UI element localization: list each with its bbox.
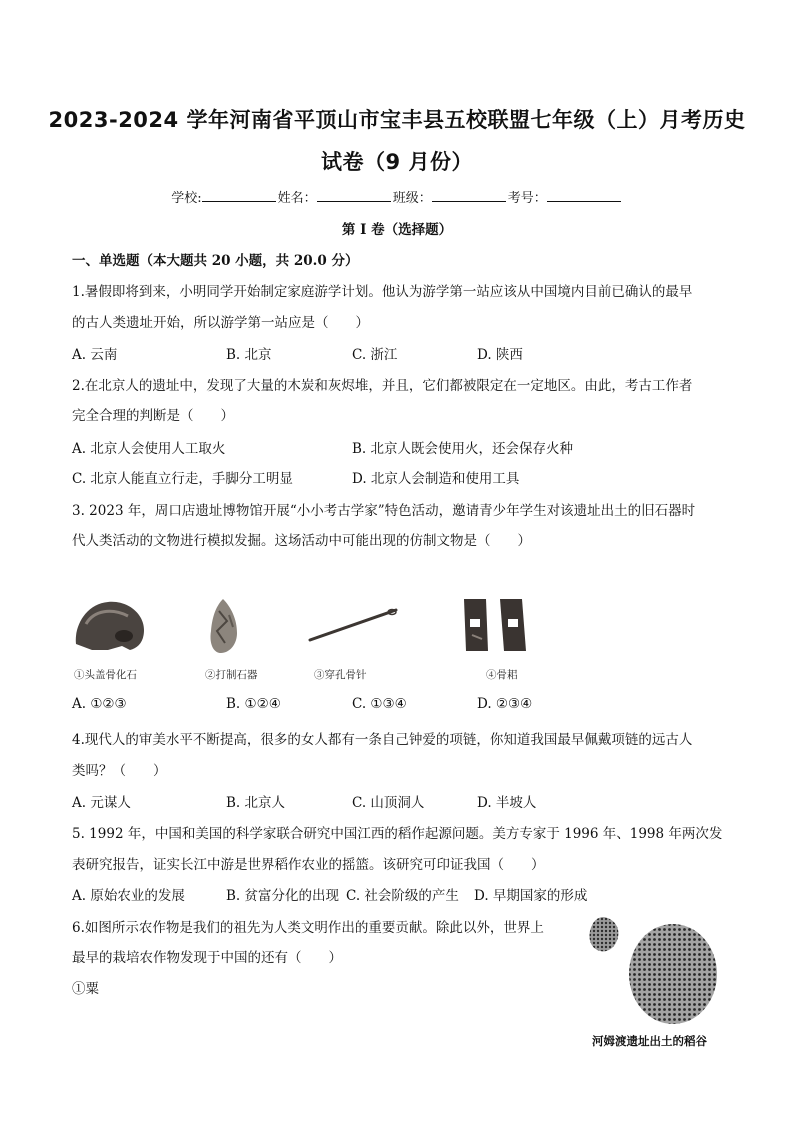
q3-line1: 3. 2023 年，周口店遗址博物馆开展“小小考古学家”特色活动，邀请青少年学生对该遗址出土的旧石器时 xyxy=(72,503,696,519)
exam-title-line2: 试卷（9 月份） xyxy=(321,150,473,174)
student-info-row xyxy=(0,187,794,206)
bone-needle-image xyxy=(306,604,402,644)
q1-line2: 的古人类遗址开始，所以游学第一站应是（ ） xyxy=(72,315,369,331)
q2-option-a: A. 北京人会使用人工取火 xyxy=(72,441,226,457)
q4-option-a: A. 元谋人 xyxy=(72,795,131,811)
section-title: 第 I 卷（选择题） xyxy=(341,222,453,238)
class-label: 班级： xyxy=(392,191,432,206)
q5-option-d: D. 早期国家的形成 xyxy=(474,888,588,904)
q3-caption-2: ②打制石器 xyxy=(205,669,258,681)
name-label: 姓名： xyxy=(277,191,317,206)
number-label: 考号： xyxy=(507,191,547,206)
q5-line1: 5. 1992 年，中国和美国的科学家联合研究中国江西的稻作起源问题。美方专家于 1996 年、1998 年两次发 xyxy=(72,826,723,842)
q6-line2: 最早的栽培农作物发现于中国的还有（ ） xyxy=(72,950,342,966)
q2-option-d: D. 北京人会制造和使用工具 xyxy=(352,471,520,487)
bone-spade-image xyxy=(460,595,532,655)
q2-option-c: C. 北京人能直立行走，手脚分工明显 xyxy=(72,471,293,487)
school-label: 学校: xyxy=(171,191,202,206)
q3-option-a: A. ①②③ xyxy=(72,696,127,712)
q3-caption-1: ①头盖骨化石 xyxy=(74,669,137,681)
q2-option-b: B. 北京人既会使用火，还会保存火种 xyxy=(352,441,574,457)
q4-line2: 类吗？（ ） xyxy=(72,763,167,779)
q2-line2: 完全合理的判断是（ ） xyxy=(72,408,234,424)
q3-option-c: C. ①③④ xyxy=(352,696,407,712)
rice-grain-large-image xyxy=(627,922,719,1026)
q4-option-b: B. 北京人 xyxy=(226,795,286,811)
class-blank xyxy=(432,189,506,202)
q3-line2: 代人类活动的文物进行模拟发掘。这场活动中可能出现的仿制文物是（ ） xyxy=(72,533,531,549)
q2-line1: 2.在北京人的遗址中，发现了大量的木炭和灰烬堆，并且，它们都被限定在一定地区。由此，考古工作者 xyxy=(72,378,693,394)
q5-option-b: B. 贫富分化的出现 xyxy=(226,888,340,904)
skull-fossil-image xyxy=(72,596,148,656)
q3-option-b: B. ①②④ xyxy=(226,696,281,712)
q1-line1: 1.暑假即将到来，小明同学开始制定家庭游学计划。他认为游学第一站应该从中国境内目前已确认的最早 xyxy=(72,284,693,300)
q5-line2: 表研究报告，证实长江中游是世界稻作农业的摇篮。该研究可印证我国（ ） xyxy=(72,857,545,873)
chipped-stone-tool-image xyxy=(205,597,241,655)
q4-option-d: D. 半坡人 xyxy=(477,795,537,811)
q4-line1: 4.现代人的审美水平不断提高，很多的女人都有一条自己钟爱的项链，你知道我国最早佩戴项链的远古人 xyxy=(72,732,693,748)
q5-option-c: C. 社会阶级的产生 xyxy=(346,888,459,904)
exam-title-line1: 2023-2024 学年河南省平顶山市宝丰县五校联盟七年级（上）月考历史 xyxy=(48,108,746,132)
q3-caption-4: ④骨耜 xyxy=(486,669,518,681)
q4-option-c: C. 山顶洞人 xyxy=(352,795,425,811)
number-blank xyxy=(547,189,621,202)
q6-option-1: ①粟 xyxy=(72,981,99,997)
q1-option-a: A. 云南 xyxy=(72,347,118,363)
q6-image-caption: 河姆渡遗址出土的稻谷 xyxy=(592,1034,707,1048)
part-heading: 一、单选题（本大题共 20 小题，共 20.0 分） xyxy=(72,253,359,269)
school-blank xyxy=(202,189,276,202)
q3-caption-3: ③穿孔骨针 xyxy=(314,669,367,681)
q1-option-b: B. 北京 xyxy=(226,347,272,363)
q5-option-a: A. 原始农业的发展 xyxy=(72,888,185,904)
name-blank xyxy=(317,189,391,202)
q1-option-c: C. 浙江 xyxy=(352,347,398,363)
q6-line1: 6.如图所示农作物是我们的祖先为人类文明作出的重要贡献。除此以外，世界上 xyxy=(72,920,544,936)
q3-option-d: D. ②③④ xyxy=(477,696,533,712)
rice-grain-small-image xyxy=(584,913,624,957)
q1-option-d: D. 陕西 xyxy=(477,347,523,363)
